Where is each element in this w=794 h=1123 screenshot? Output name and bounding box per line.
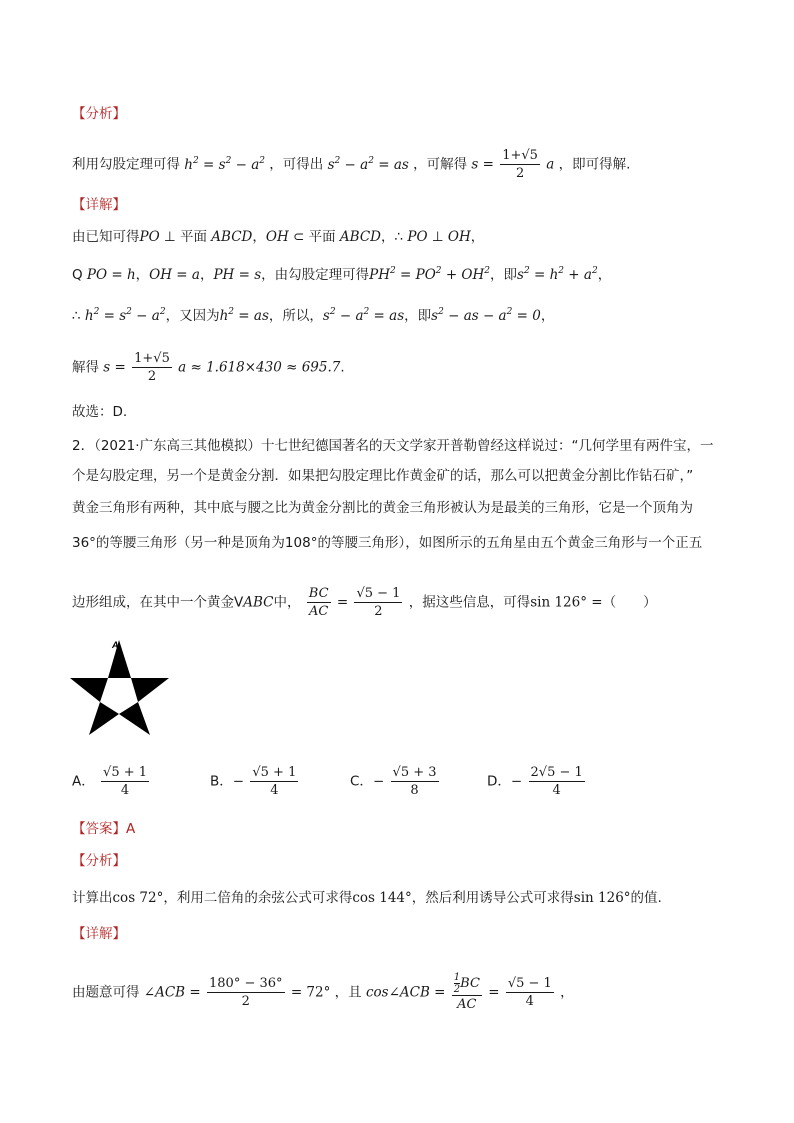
fraction: $\frac{BC}{AC}$ [308, 586, 329, 619]
label-c: C [130, 670, 137, 680]
detail-line-2: Q PO = h，OH = a，PH = s，由勾股定理可得$PH^2 = PO^2 + OH^2$，即$s^2 = h^2 + a^2$， [72, 266, 612, 283]
text-segment: 利用勾股定理可得 [72, 156, 180, 173]
question-2-line-3: 黄金三角形有两种，其中底与腰之比为黄金分割比的黄金三角形被认为是最美的三角形，它是一个顶角为 [72, 500, 693, 516]
section-heading-detail-2: 【详解】 [72, 926, 126, 942]
fraction: $\frac{1}{2}$ BC AC [453, 972, 480, 1012]
answer-label-2: 【答案】A [72, 821, 136, 837]
text-segment: ，可解得 [413, 156, 468, 173]
section-heading-detail-1: 【详解】 [72, 197, 126, 213]
text-segment: ，即可得解. [558, 156, 631, 173]
section-heading-analysis-2: 【分析】 [72, 853, 126, 869]
text-segment: ，可得出 [269, 156, 324, 173]
fraction: $\frac{√5 - 1}{4}$ [507, 976, 552, 1009]
analysis-text-2: 计算出cos 72°，利用二倍角的余弦公式可求得cos 144°，然后利用诱导公式可求得sin 126°的值. [72, 890, 662, 906]
detail-line-5: 由题意可得 ∠ACB = $\frac{180^\circ - 36^\circ}{2}$ = 72° ，且 cos∠ACB = $\frac{1}{2}$ BC AC = $\frac{√5 - 1}{4}$ ， [72, 972, 574, 1012]
option-d[interactable]: D．− $\frac{2√5 - 1}{4}$ [487, 765, 583, 798]
question-2-line-1: 2．（2021·广东高三其他模拟）十七世纪德国著名的天文学家开普勒曾经这样说过：“几何学里有两件宝，一 [72, 438, 714, 454]
math: s = [471, 156, 494, 173]
answer-line-1: 故选：D. [72, 404, 128, 420]
fraction: $\frac{180^\circ - 36^\circ}{2}$ [209, 976, 283, 1009]
fraction: $\frac{√5 - 1}{2}$ [356, 586, 401, 619]
detail-line-3: ∴ $h^2 = s^2 - a^2$，又因为$h^2$ = as，所以，$s^2 - a^2$ = as，即$s^2$ − as − $a^2 = 0$， [72, 307, 555, 324]
math: $h^2 = s^2 - a^2$ [184, 155, 265, 173]
label-a: A [112, 640, 119, 650]
detail-line-1: 由已知可得PO ⊥ 平面 ABCD，OH ⊂ 平面 ABCD，∴ PO ⊥ OH， [72, 229, 485, 245]
fraction: $\frac{1+√5}{2}$ [134, 351, 170, 384]
question-2-line-4: 36°的等腰三角形（另一种是顶角为108°的等腰三角形），如图所示的五角星由五个黄金三角形与一个正五 [72, 535, 703, 551]
option-b[interactable]: B．− $\frac{√5 + 1}{4}$ [210, 765, 297, 798]
fraction: $\frac{1+√5}{2}$ [502, 148, 538, 181]
star-shape [70, 640, 169, 735]
option-c[interactable]: C．− $\frac{√5 + 3}{8}$ [350, 765, 437, 798]
question-2-line-5: 边形组成，在其中一个黄金VABC中， $\frac{BC}{AC}$ = $\frac{√5 - 1}{2}$ ，据这些信息，可得sin 126° =（ ） [72, 586, 657, 619]
label-b: B [100, 670, 107, 680]
section-heading-analysis-1: 【分析】 [72, 106, 126, 122]
math: a [546, 156, 555, 173]
math: $s^2 - a^2$ = as [327, 155, 409, 173]
pentagram-figure [70, 636, 170, 736]
detail-line-4: 解得 s = $\frac{1+√5}{2}$ a ≈ 1.618×430 ≈ 695.7. [72, 351, 345, 384]
analysis-text-1 [72, 147, 630, 182]
option-a[interactable]: A． $\frac{√5 + 1}{4}$ [72, 765, 148, 798]
question-2-line-2: 个是勾股定理，另一个是黄金分割．如果把勾股定理比作黄金矿的话，那么可以把黄金分割比作钻石矿，” [72, 468, 694, 484]
